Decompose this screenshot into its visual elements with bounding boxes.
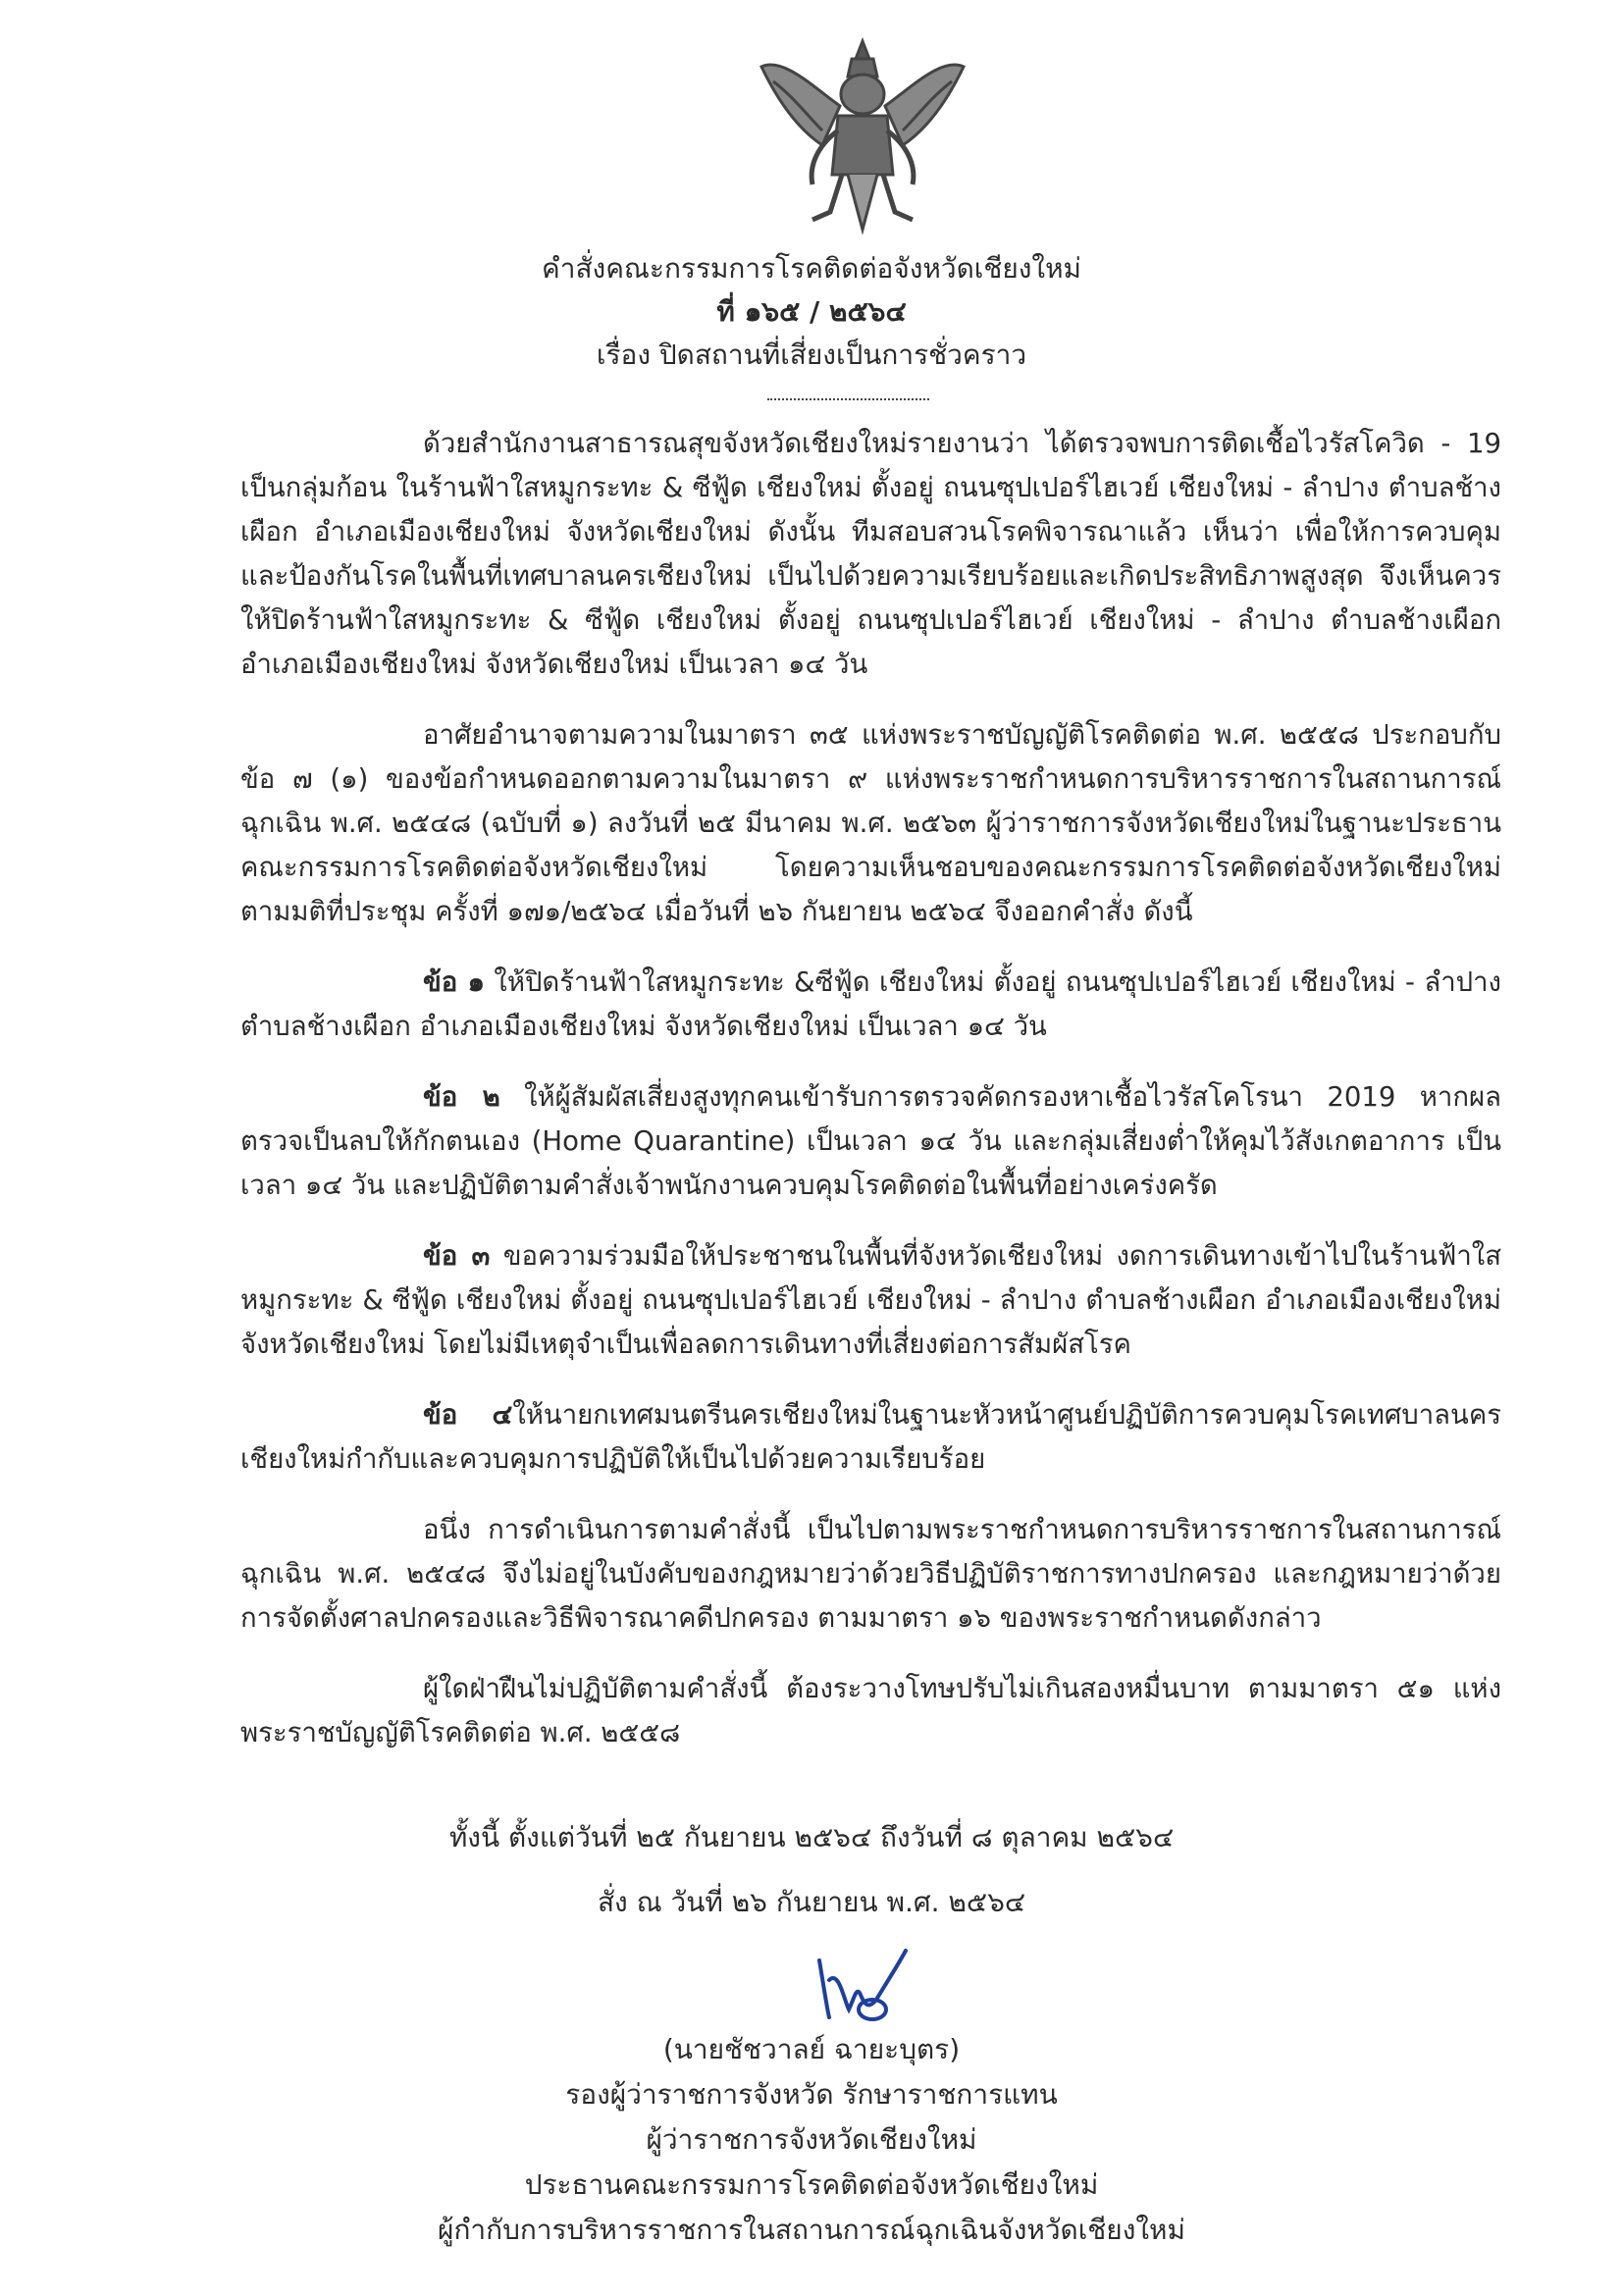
signer-position-3: ประธานคณะกรรมการโรคติดต่อจังหวัดเชียงใหม่ bbox=[524, 2168, 1099, 2201]
header-divider bbox=[767, 398, 929, 400]
signature-icon bbox=[800, 1941, 917, 2029]
effective-period: ทั้งนี้ ตั้งแต่วันที่ ๒๕ กันยายน ๒๕๖๔ ถึงวันที่ ๘ ตุลาคม ๒๕๖๔ bbox=[448, 1821, 1175, 1853]
order-body bbox=[240, 422, 1501, 1782]
clause-4: ข้อ ๔ให้นายกเทศมนตรีนครเชียงใหม่ในฐานะหัวหน้าศูนย์ปฏิบัติการควบคุมโรคเทศบาลนครเชียงใหม่กำกับและควบคุมการปฏิบัติให้เป็นไปด้วยความเรียบร้อย bbox=[240, 1399, 1501, 1475]
clause-1-label: ข้อ ๑ bbox=[423, 966, 485, 998]
signer-position-2: ผู้ว่าราชการจังหวัดเชียงใหม่ bbox=[646, 2123, 977, 2156]
clause-3-label: ข้อ ๓ bbox=[423, 1240, 491, 1272]
paragraph-penalty: ผู้ใดฝ่าฝืนไม่ปฏิบัติตามคำสั่งนี้ ต้องระวางโทษปรับไม่เกินสองหมื่นบาท ตามมาตรา ๕๑ แห่งพระราชบัญญัติโรคติดต่อ พ.ศ. ๒๕๕๘ bbox=[240, 1673, 1501, 1748]
order-subject: เรื่อง ปิดสถานที่เสี่ยงเป็นการชั่วคราว bbox=[596, 339, 1027, 371]
paragraph-legal-note: อนึ่ง การดำเนินการตามคำสั่งนี้ เป็นไปตามพระราชกำหนดการบริหารราชการในสถานการณ์ฉุกเฉิน พ.ศ. ๒๕๔๘ จึงไม่อยู่ในบังคับของกฎหมายว่าด้วยวิธีปฏิบัติราชการทางปกครอง และกฎหมายว่าด้วยการจัดตั้งศาลปกครองและวิธีพิจารณาคดีปกครอง ตามมาตรา ๑๖ ของพระราชกำหนดดังกล่าว bbox=[240, 1514, 1501, 1634]
order-number: ที่ ๑๖๕ / ๒๕๖๔ bbox=[716, 295, 907, 328]
paragraph-authority: อาศัยอำนาจตามความในมาตรา ๓๕ แห่งพระราชบัญญัติโรคติดต่อ พ.ศ. ๒๕๕๘ ประกอบกับ ข้อ ๗ (๑) ของข้อกำหนดออกตามความในมาตรา ๙ แห่งพระราชกำหนดการบริหารราชการในสถานการณ์ฉุกเฉิน พ.ศ. ๒๕๔๘ (ฉบับที่ ๑) ลงวันที่ ๒๕ มีนาคม พ.ศ. ๒๕๖๓ ผู้ว่าราชการจังหวัดเชียงใหม่ในฐานะประธานคณะกรรมการโรคติดต่อจังหวัดเชียงใหม่ โดยความเห็นชอบของคณะกรรมการโรคติดต่อจังหวัดเชียงใหม่ ตามมติที่ประชุม ครั้งที่ ๑๗๑/๒๕๖๔ เมื่อวันที่ ๒๖ กันยายน ๒๕๖๔ จึงออกคำสั่ง ดังนี้ bbox=[240, 719, 1501, 927]
clause-4-label: ข้อ ๔ bbox=[423, 1399, 513, 1431]
clause-3: ข้อ ๓ ขอความร่วมมือให้ประชาชนในพื้นที่จังหวัดเชียงใหม่ งดการเดินทางเข้าไปในร้านฟ้าใสหมูกระทะ & ซีฟู้ด เชียงใหม่ ตั้งอยู่ ถนนซุปเปอร์ไฮเวย์ เชียงใหม่ - ลำปาง ตำบลช้างเผือก อำเภอเมืองเชียงใหม่ จังหวัดเชียงใหม่ โดยไม่มีเหตุจำเป็นเพื่อลดการเดินทางที่เสี่ยงต่อการสัมผัสโรค bbox=[240, 1240, 1501, 1360]
order-header bbox=[0, 247, 1623, 377]
clause-2-label: ข้อ ๒ bbox=[423, 1081, 500, 1113]
paragraph-intro: ด้วยสำนักงานสาธารณสุขจังหวัดเชียงใหม่รายงานว่า ได้ตรวจพบการติดเชื้อไวรัสโควิด - 19 เป็นกลุ่มก้อน ในร้านฟ้าใสหมูกระทะ & ซีฟู้ด เชียงใหม่ ตั้งอยู่ ถนนซุปเปอร์ไฮเวย์ เชียงใหม่ - ลำปาง ตำบลช้างเผือก อำเภอเมืองเชียงใหม่ จังหวัดเชียงใหม่ ดังนั้น ทีมสอบสวนโรคพิจารณาแล้ว เห็นว่า เพื่อให้การควบคุมและป้องกันโรคในพื้นที่เทศบาลนครเชียงใหม่ เป็นไปด้วยความเรียบร้อยและเกิดประสิทธิภาพสูงสุด จึงเห็นควรให้ปิดร้านฟ้าใสหมูกระทะ & ซีฟู้ด เชียงใหม่ ตั้งอยู่ ถนนซุปเปอร์ไฮเวย์ เชียงใหม่ - ลำปาง ตำบลช้างเผือก อำเภอเมืองเชียงใหม่ จังหวัดเชียงใหม่ เป็นเวลา ๑๔ วัน bbox=[240, 428, 1501, 680]
signer-block bbox=[0, 2027, 1623, 2253]
committee-title: คำสั่งคณะกรรมการโรคติดต่อจังหวัดเชียงใหม่ bbox=[541, 252, 1082, 285]
signer-position-1: รองผู้ว่าราชการจังหวัด รักษาราชการแทน bbox=[565, 2078, 1058, 2111]
signer-name: (นายชัชวาลย์ ฉายะบุตร) bbox=[662, 2033, 961, 2065]
order-date: สั่ง ณ วันที่ ๒๖ กันยายน พ.ศ. ๒๕๖๔ bbox=[597, 1886, 1026, 1918]
garuda-emblem-icon bbox=[754, 37, 971, 235]
signer-position-4: ผู้กำกับการบริหารราชการในสถานการณ์ฉุกเฉินจังหวัดเชียงใหม่ bbox=[438, 2214, 1185, 2246]
clause-1: ข้อ ๑ ให้ปิดร้านฟ้าใสหมูกระทะ &ซีฟู้ด เชียงใหม่ ตั้งอยู่ ถนนซุปเปอร์ไฮเวย์ เชียงใหม่ - ลำปาง ตำบลช้างเผือก อำเภอเมืองเชียงใหม่ จังหวัดเชียงใหม่ เป็นเวลา ๑๔ วัน bbox=[240, 966, 1501, 1042]
clause-2: ข้อ ๒ ให้ผู้สัมผัสเสี่ยงสูงทุกคนเข้ารับการตรวจคัดกรองหาเชื้อไวรัสโคโรนา 2019 หากผลตรวจเป็นลบให้กักตนเอง (Home Quarantine) เป็นเวลา ๑๔ วัน และกลุ่มเสี่ยงต่ำให้คุมไว้สังเกตอาการ เป็นเวลา ๑๔ วัน และปฏิบัติตามคำสั่งเจ้าพนักงานควบคุมโรคติดต่อในพื้นที่อย่างเคร่งครัด bbox=[240, 1081, 1501, 1201]
